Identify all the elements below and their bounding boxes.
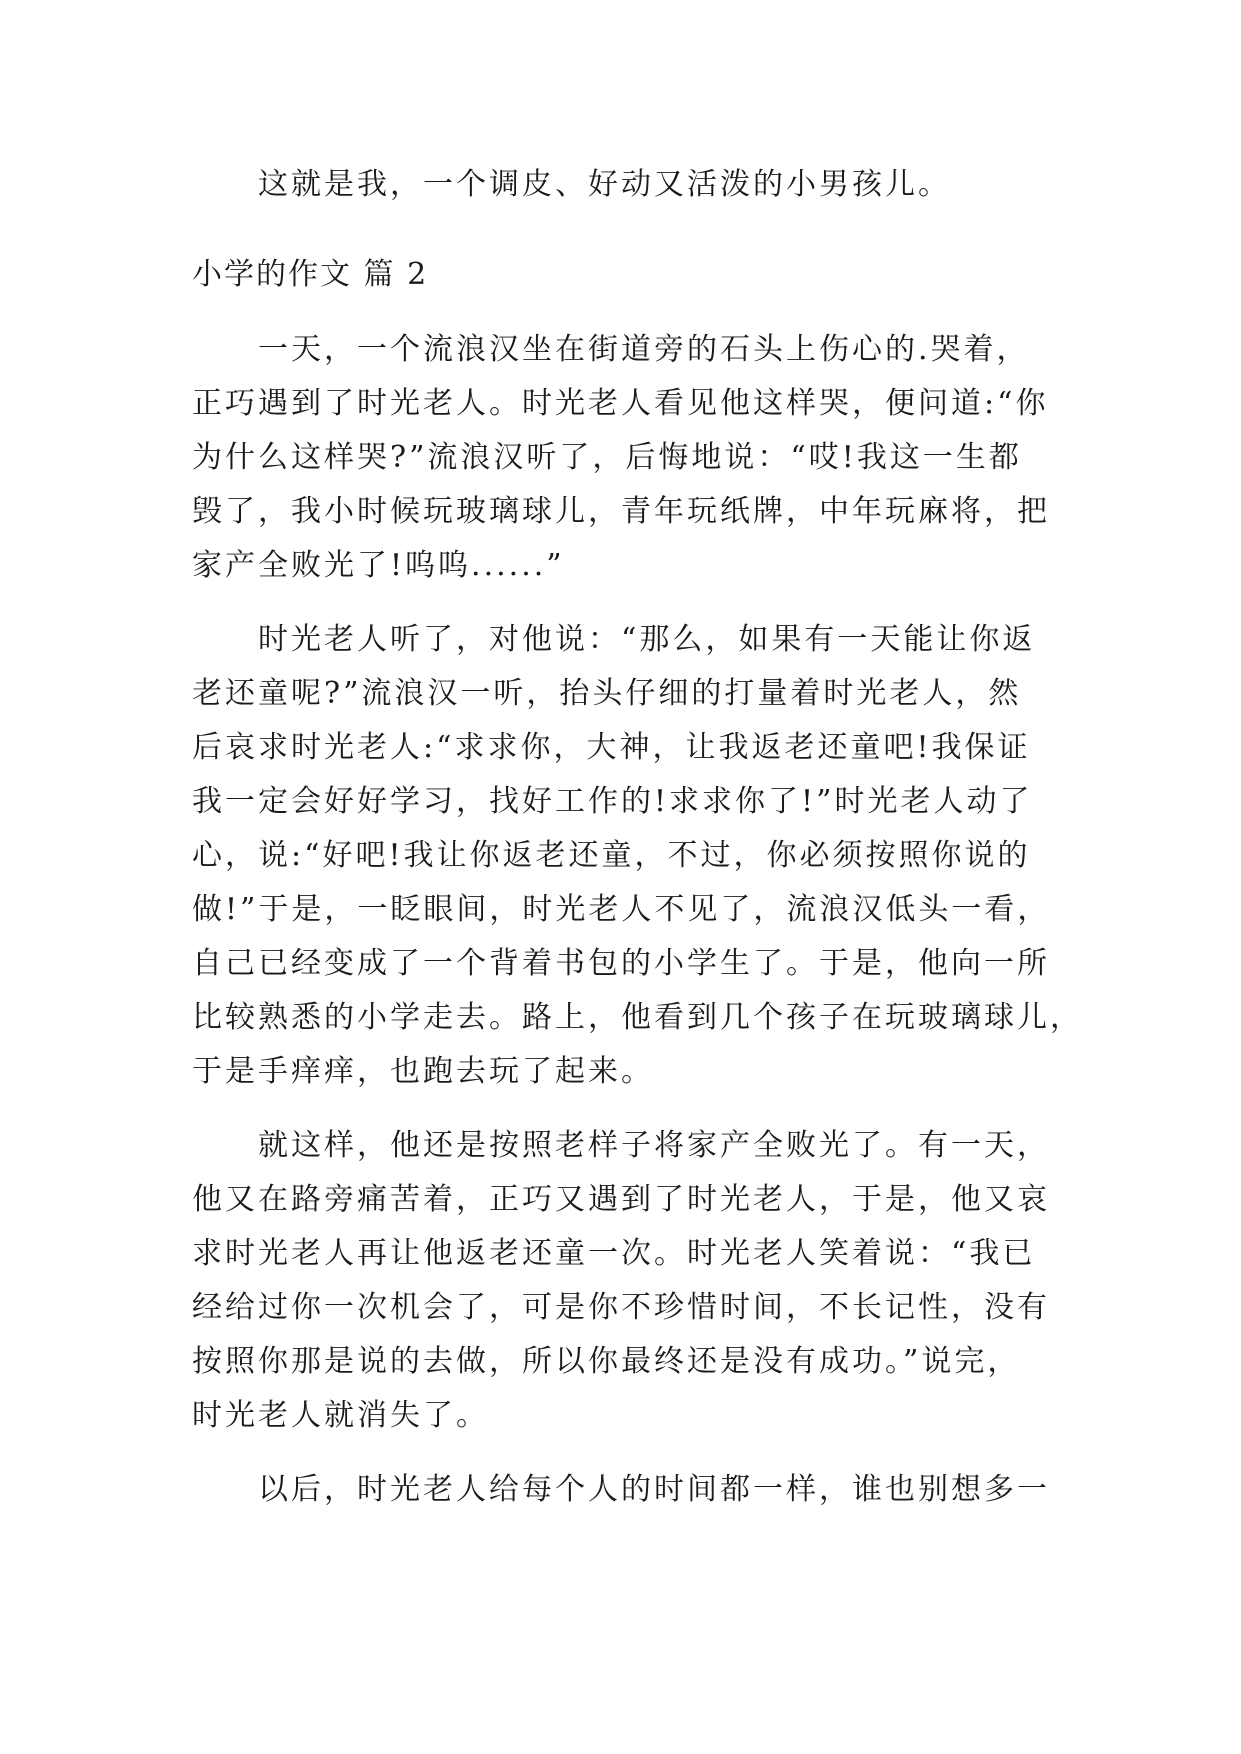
paragraph-line: 他又在路旁痛苦着，正巧又遇到了时光老人，于是，他又哀 xyxy=(192,1182,1050,1217)
paragraph-line: 毁了，我小时候玩玻璃球儿，青年玩纸牌，中年玩麻将，把 xyxy=(192,494,1050,529)
paragraph-line: 后哀求时光老人:“求求你，大神，让我返老还童吧!我保证 xyxy=(192,730,1031,765)
paragraph-line: 为什么这样哭?”流浪汉听了，后悔地说：“哎!我这一生都 xyxy=(192,440,1022,475)
paragraph-line: 就这样，他还是按照老样子将家产全败光了。有一天， xyxy=(258,1128,1050,1163)
section-title: 小学的作文 篇 2 xyxy=(192,257,429,292)
paragraph-line: 我一定会好好学习，找好工作的!求求你了!”时光老人动了 xyxy=(192,784,1033,819)
paragraph-line: 经给过你一次机会了，可是你不珍惜时间，不长记性，没有 xyxy=(192,1290,1050,1325)
paragraph-line: 以后，时光老人给每个人的时间都一样，谁也别想多一 xyxy=(258,1472,1050,1507)
paragraph-line: 自己已经变成了一个背着书包的小学生了。于是，他向一所 xyxy=(192,946,1050,981)
intro-line: 这就是我，一个调皮、好动又活泼的小男孩儿。 xyxy=(258,167,951,202)
paragraph-line: 做!”于是，一眨眼间，时光老人不见了，流浪汉低头一看， xyxy=(192,892,1051,927)
paragraph-line: 求时光老人再让他返老还童一次。时光老人笑着说：“我已 xyxy=(192,1236,1036,1271)
paragraph-line: 正巧遇到了时光老人。时光老人看见他这样哭，便问道:“你 xyxy=(192,386,1049,421)
paragraph-line: 比较熟悉的小学走去。路上，他看到几个孩子在玩玻璃球儿， xyxy=(192,1000,1083,1035)
paragraph-line: 时光老人听了，对他说：“那么，如果有一天能让你返 xyxy=(258,622,1036,657)
paragraph-line: 于是手痒痒，也跑去玩了起来。 xyxy=(192,1054,654,1089)
paragraph-line: 时光老人就消失了。 xyxy=(192,1398,489,1433)
paragraph-line: 心，说:“好吧!我让你返老还童，不过，你必须按照你说的 xyxy=(192,838,1031,873)
paragraph-line: 一天，一个流浪汉坐在街道旁的石头上伤心的.哭着， xyxy=(258,332,1030,367)
paragraph-line: 按照你那是说的去做，所以你最终还是没有成功。”说完， xyxy=(192,1344,1021,1379)
paragraph-line: 家产全败光了!呜呜......” xyxy=(192,548,565,583)
paragraph-line: 老还童呢?”流浪汉一听，抬头仔细的打量着时光老人，然 xyxy=(192,676,1022,711)
